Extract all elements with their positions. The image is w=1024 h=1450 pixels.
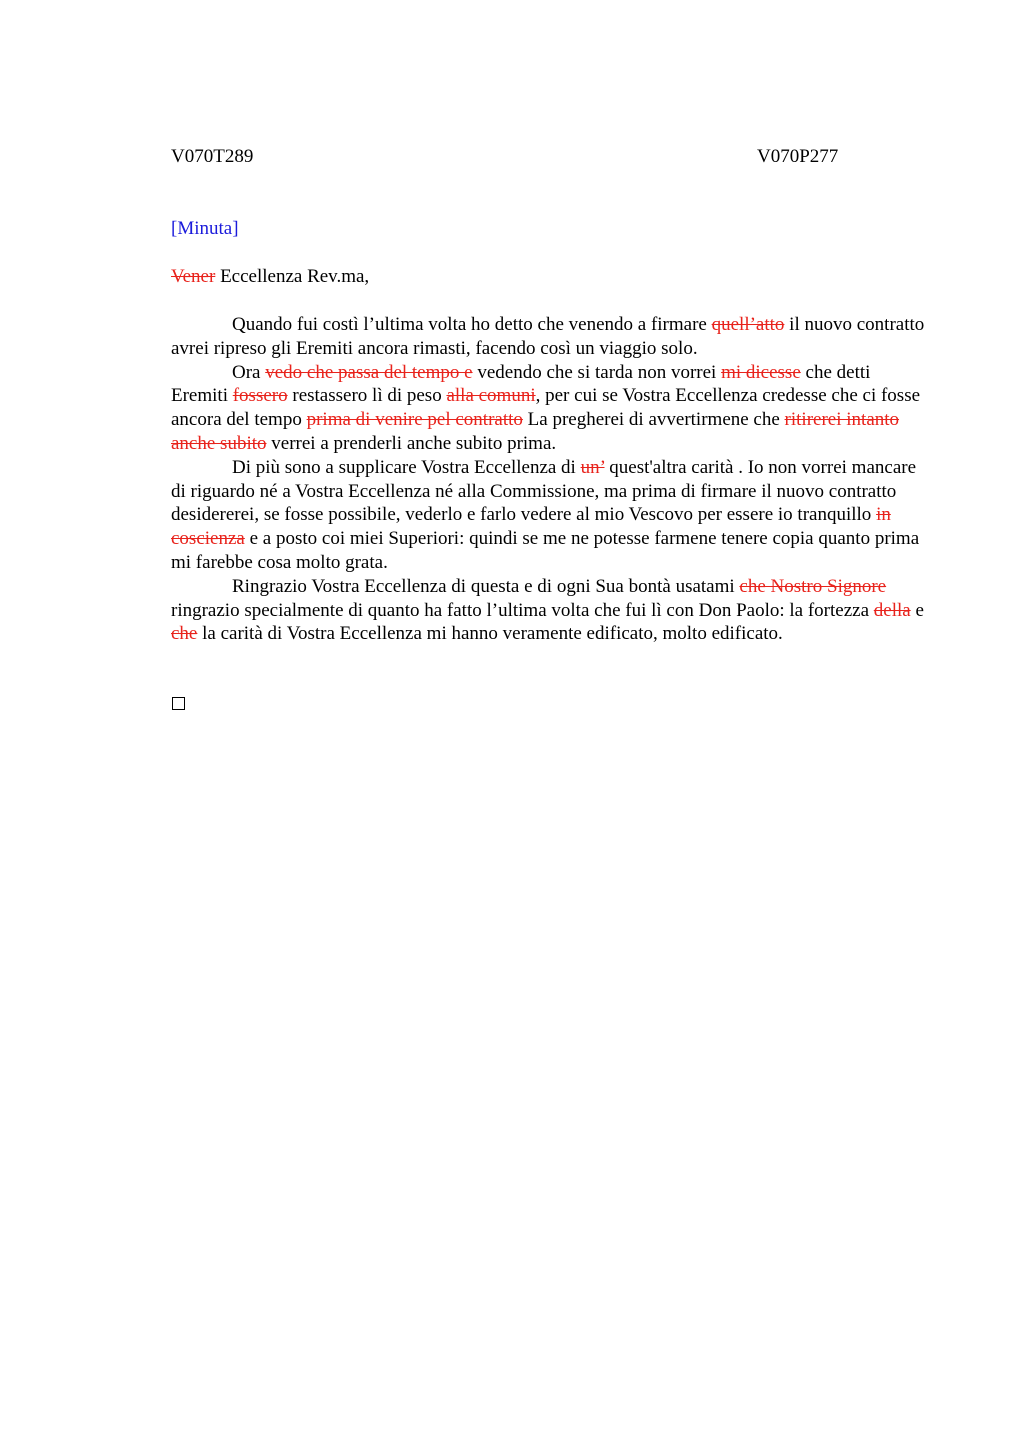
salutation-text: Eccellenza Rev.ma, bbox=[215, 266, 370, 287]
text-segment: quest'altra carità . Io non vorrei mancare di riguardo né a Vostra Eccellenza né alla Commissione, ma prima di firmare il nuovo contratto desidererei, se fosse possibile, vederlo e farlo vedere al mio Vescovo per essere io tranquillo bbox=[171, 456, 917, 526]
deleted-text: prima di venire pel contratto bbox=[306, 409, 523, 431]
text-segment: restassero lì di peso bbox=[287, 385, 447, 407]
text-segment: e a posto coi miei Superiori: quindi se me ne potesse farmene tenere copia quanto prima mi farebbe cosa molto grata. bbox=[171, 528, 920, 573]
document-code-left: V070T289 bbox=[171, 146, 254, 167]
text-segment: verrei a prenderli anche subito prima. bbox=[266, 432, 557, 454]
draft-label: [Minuta] bbox=[171, 218, 239, 239]
deleted-text: in coscienza bbox=[171, 504, 891, 550]
deleted-text: che bbox=[171, 623, 198, 645]
deleted-text: fossero bbox=[232, 385, 288, 407]
deleted-text: ritirerei intanto anche subito bbox=[171, 409, 900, 454]
empty-box-icon bbox=[172, 697, 185, 710]
text-segment: il nuovo contratto avrei ripreso gli Eremiti ancora rimasti, facendo così un viaggio solo. bbox=[171, 314, 925, 359]
deleted-text: un’ bbox=[580, 456, 605, 478]
deleted-text: della bbox=[873, 599, 911, 621]
paragraph-4 bbox=[171, 575, 931, 646]
salutation bbox=[171, 265, 369, 289]
text-segment: Di più sono a supplicare Vostra Eccellenza di bbox=[232, 456, 581, 478]
deleted-text: vedo che passa del tempo e bbox=[265, 361, 473, 383]
text-segment: La pregherei di avvertirmene che bbox=[522, 409, 785, 431]
text-segment: Ringrazio Vostra Eccellenza di questa e di ogni Sua bontà usatami bbox=[232, 575, 740, 597]
paragraph-2 bbox=[171, 361, 931, 456]
text-segment: che detti Eremiti bbox=[171, 361, 871, 407]
paragraph-1 bbox=[171, 313, 931, 361]
deleted-text: alla comuni bbox=[446, 385, 536, 407]
deleted-text: mi dicesse bbox=[721, 361, 801, 383]
text-segment: la carità di Vostra Eccellenza mi hanno veramente edificato, molto edificato. bbox=[197, 623, 783, 645]
deleted-text: quell’atto bbox=[711, 314, 785, 335]
deleted-text: che Nostro Signore bbox=[739, 575, 887, 597]
text-segment: Ora bbox=[232, 361, 266, 383]
document-code-right: V070P277 bbox=[757, 146, 839, 167]
text-segment: , per cui se Vostra Eccellenza credesse che ci fosse ancora del tempo bbox=[171, 385, 921, 431]
deleted-text: Vener bbox=[171, 266, 216, 287]
text-segment: Quando fui costì l’ultima volta ho detto che venendo a firmare bbox=[232, 314, 712, 335]
text-segment: vedendo che si tarda non vorrei bbox=[472, 361, 722, 383]
letter-body bbox=[171, 313, 931, 646]
text-segment: e bbox=[910, 599, 924, 621]
paragraph-3 bbox=[171, 456, 931, 575]
text-segment: ringrazio specialmente di quanto ha fatto l’ultima volta che fui lì con Don Paolo: la fortezza bbox=[171, 599, 874, 621]
